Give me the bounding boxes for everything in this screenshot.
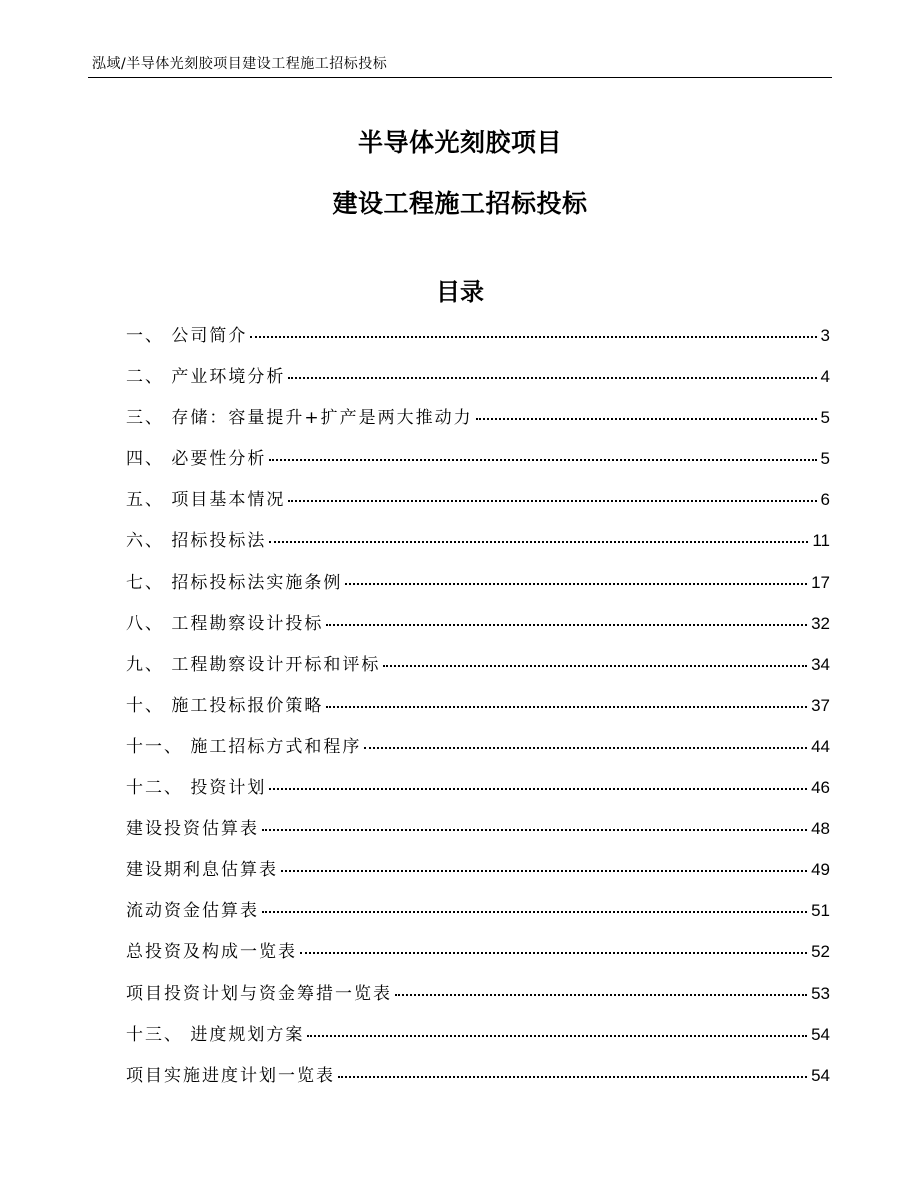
toc-entry-page: 53 (811, 983, 830, 1003)
toc-entry[interactable] (126, 689, 830, 730)
toc-entry-page: 48 (811, 819, 830, 839)
toc-dot-leader (281, 870, 807, 872)
document-title-line-1: 半导体光刻胶项目 (357, 128, 562, 157)
toc-entry-page: 4 (820, 367, 830, 387)
toc-entry-page: 44 (811, 736, 830, 756)
toc-entry[interactable] (126, 977, 830, 1018)
document-title-line-2: 建设工程施工招标投标 (332, 189, 588, 218)
toc-entry[interactable] (126, 812, 830, 853)
toc-dot-leader (288, 500, 816, 502)
toc-entry-label: 十一、 施工招标方式和程序 (126, 736, 362, 757)
toc-entry-label: 建设投资估算表 (126, 819, 259, 840)
toc-entry-label: 九、 工程勘察设计开标和评标 (126, 654, 381, 675)
toc-entry-page: 5 (820, 408, 830, 428)
toc-entry-label: 三、 存储：容量提升+扩产是两大推动力 (126, 408, 473, 429)
toc-dot-leader (300, 952, 807, 954)
toc-entry[interactable] (126, 771, 830, 812)
toc-entry-label: 六、 招标投标法 (126, 531, 267, 552)
toc-entry[interactable] (126, 607, 830, 648)
toc-entry[interactable] (126, 360, 830, 401)
toc-entry-label: 十二、 投资计划 (126, 778, 267, 799)
toc-entry-page: 3 (820, 326, 830, 345)
toc-entry-page: 37 (811, 695, 830, 715)
toc-heading: 目录 (436, 278, 484, 306)
toc-dot-leader (262, 829, 807, 831)
toc-dot-leader (476, 418, 817, 420)
toc-entry[interactable] (126, 566, 830, 607)
toc-entry-label: 一、 公司简介 (126, 326, 248, 346)
toc-entry-page: 6 (820, 490, 830, 510)
toc-entry[interactable] (126, 524, 830, 565)
toc-entry-page: 34 (811, 654, 830, 674)
toc-dot-leader (326, 706, 807, 708)
toc-entry[interactable] (126, 1018, 830, 1059)
toc-entry[interactable] (126, 730, 830, 771)
toc-dot-leader (395, 994, 807, 996)
toc-entry-page: 11 (812, 531, 830, 551)
toc-entry-page: 54 (811, 1065, 830, 1085)
toc-entry[interactable] (126, 1059, 830, 1100)
toc-entry[interactable] (126, 319, 830, 360)
toc-entry[interactable] (126, 483, 830, 524)
toc-entry[interactable] (126, 442, 830, 483)
toc-entry-label: 项目实施进度计划一览表 (126, 1065, 335, 1086)
header-rule (88, 77, 832, 78)
toc-entry-label: 流动资金估算表 (126, 901, 259, 922)
toc-entry[interactable] (126, 935, 830, 976)
running-header: 泓域/半导体光刻胶项目建设工程施工招标投标 (92, 56, 388, 72)
toc-entry-page: 52 (811, 942, 830, 962)
toc-entry[interactable] (126, 853, 830, 894)
toc-dot-leader (338, 1076, 807, 1078)
toc-dot-leader (250, 336, 816, 338)
toc-dot-leader (269, 459, 816, 461)
toc-entry-label: 七、 招标投标法实施条例 (126, 572, 343, 593)
toc-dot-leader (288, 377, 816, 379)
toc-dot-leader (383, 665, 807, 667)
toc-entry-page: 32 (811, 613, 830, 633)
toc-entry[interactable] (126, 648, 830, 689)
toc-dot-leader (364, 747, 807, 749)
toc-entry-page: 17 (811, 572, 830, 592)
toc-entry[interactable] (126, 401, 830, 442)
toc-dot-leader (269, 541, 808, 543)
toc-entry[interactable] (126, 894, 830, 935)
toc-entry-label: 二、 产业环境分析 (126, 367, 286, 388)
toc-entry-page: 46 (811, 778, 830, 798)
toc-entry-page: 54 (811, 1024, 830, 1044)
toc-entry-page: 49 (811, 860, 830, 880)
toc-entry-page: 51 (811, 901, 830, 921)
table-of-contents (126, 319, 830, 1100)
toc-dot-leader (326, 624, 807, 626)
toc-dot-leader (262, 911, 807, 913)
toc-entry-label: 八、 工程勘察设计投标 (126, 613, 324, 634)
toc-entry-page: 5 (820, 449, 830, 469)
toc-dot-leader (269, 788, 807, 790)
toc-entry-label: 总投资及构成一览表 (126, 942, 297, 963)
toc-entry-label: 十、 施工投标报价策略 (126, 695, 324, 716)
toc-entry-label: 十三、 进度规划方案 (126, 1024, 305, 1045)
toc-dot-leader (345, 583, 807, 585)
toc-entry-label: 项目投资计划与资金筹措一览表 (126, 983, 392, 1004)
toc-entry-label: 五、 项目基本情况 (126, 490, 286, 511)
toc-entry-label: 四、 必要性分析 (126, 449, 267, 470)
toc-entry-label: 建设期利息估算表 (126, 860, 278, 881)
toc-dot-leader (307, 1035, 807, 1037)
